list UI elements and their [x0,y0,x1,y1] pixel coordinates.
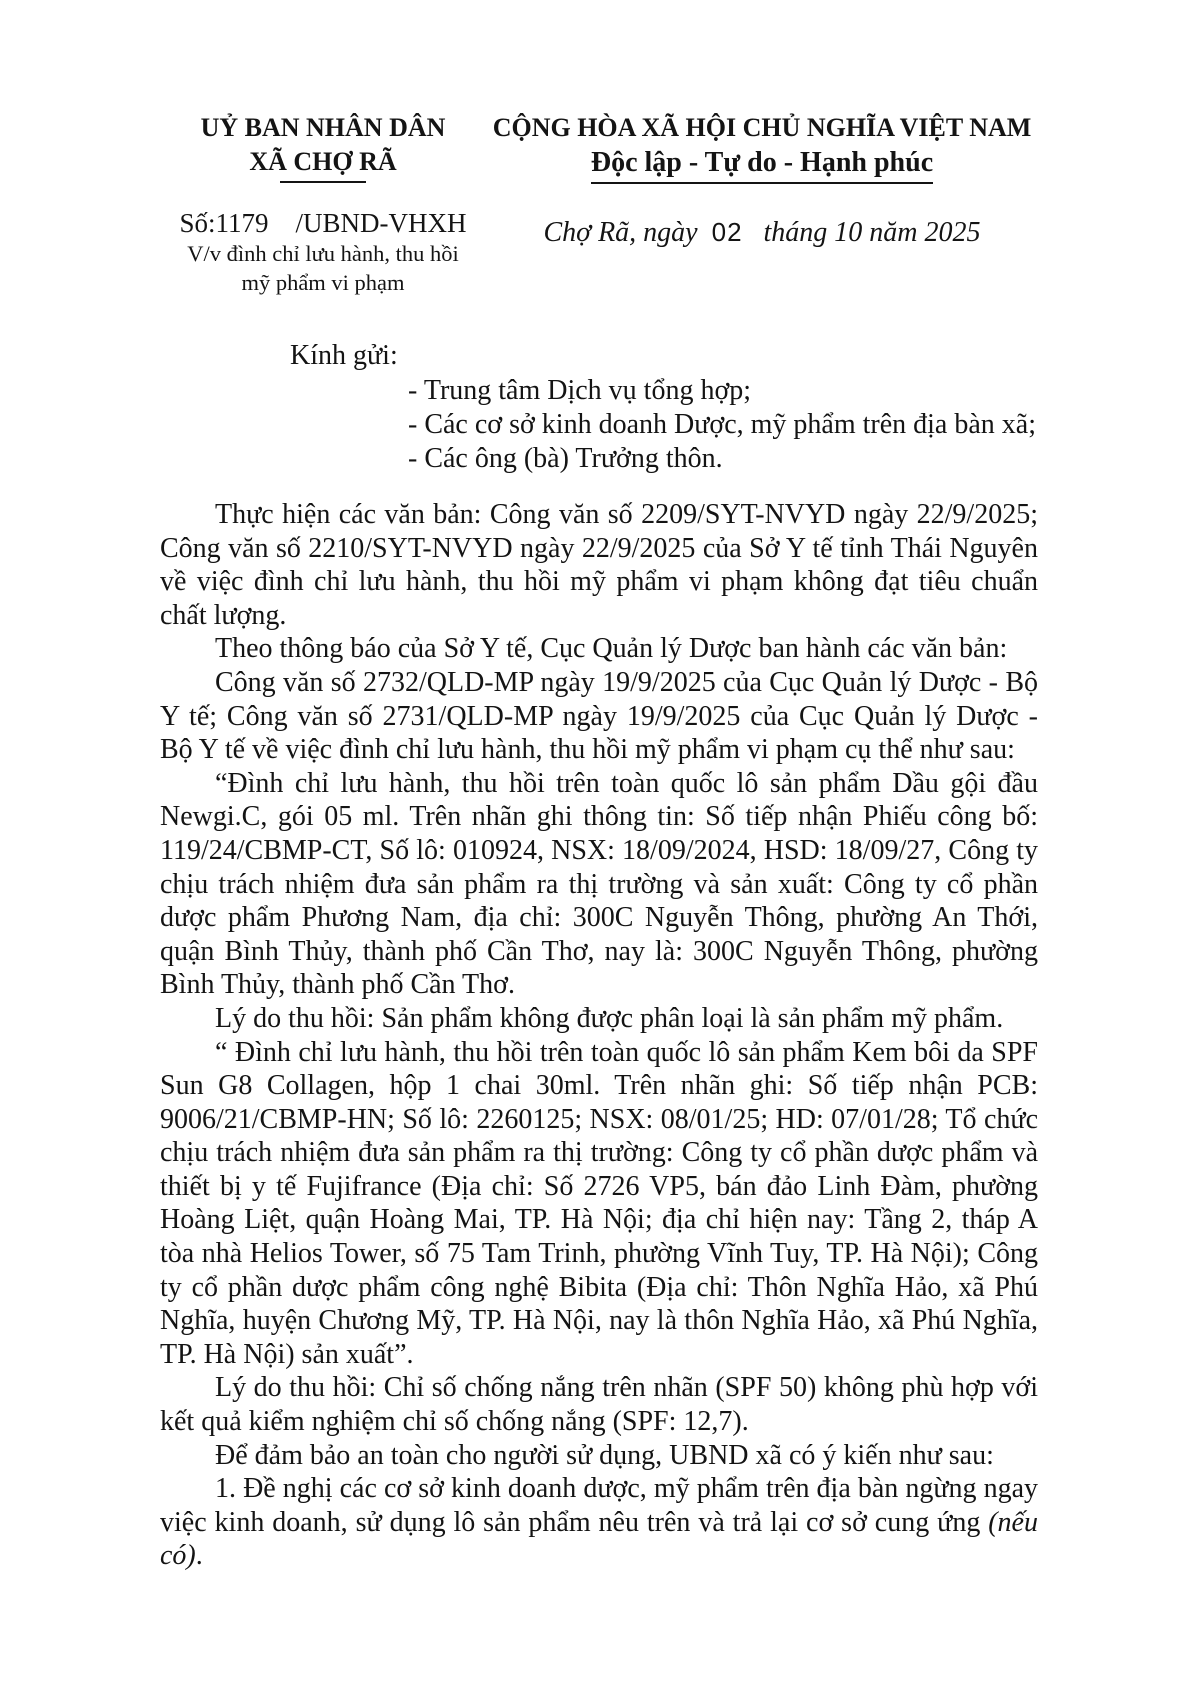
body-paragraph: “Đình chỉ lưu hành, thu hồi trên toàn quốc lô sản phẩm Dầu gội đầu Newgi.C, gói 05 ml. Trên nhãn ghi thông tin: Số tiếp nhận Phiếu công bố: 119/24/CBMP-CT, Số lô: 010924, NSX: 18/09/2024, HSD: 18/09/27, Công ty chịu trách nhiệm đưa sản phẩm ra thị trường và sản xuất: Công ty cổ phần dược phẩm Phương Nam, địa chỉ: 300C Nguyễn Thông, phường An Thới, quận Bình Thủy, thành phố Cần Thơ, nay là: 300C Nguyễn Thông, phường Bình Thủy, thành phố Cần Thơ. [160,767,1038,1001]
national-title: CỘNG HÒA XÃ HỘI CHỦ NGHĨA VIỆT NAM [492,113,1032,142]
national-motto: Độc lập - Tự do - Hạnh phúc [591,146,933,184]
body-paragraph: Để đảm bảo an toàn cho người sử dụng, UBND xã có ý kiến như sau: [215,1439,994,1471]
recipient-item: - Trung tâm Dịch vụ tổng hợp; [408,375,752,406]
issuer-block [168,112,478,297]
issuer-underline-rule [280,181,366,183]
body-paragraph: “ Đình chỉ lưu hành, thu hồi trên toàn quốc lô sản phẩm Kem bôi da SPF Sun G8 Collagen, hộp 1 chai 30ml. Trên nhãn ghi: Số tiếp nhận PCB: 9006/21/CBMP-HN; Số lô: 2260125; NSX: 08/01/25; HD: 07/01/28; Tổ chức chịu trách nhiệm đưa sản phẩm ra thị trường: Công ty cổ phần dược phẩm và thiết bị y tế Fujifrance (Địa chỉ: Số 2726 VP5, bán đảo Linh Đàm, phường Hoàng Liệt, quận Hoàng Mai, TP. Hà Nội; địa chỉ hiện nay: Tầng 2, tháp A tòa nhà Helios Tower, số 75 Tam Trinh, phường Vĩnh Tuy, TP. Hà Nội); Công ty cổ phần dược phẩm công nghệ Bibita (Địa chỉ: Thôn Nghĩa Hảo, xã Phú Nghĩa, huyện Chương Mỹ, TP. Hà Nội, nay là thôn Nghĩa Hảo, xã Phú Nghĩa, TP. Hà Nội) sản xuất”. [160,1036,1038,1370]
national-header-block [492,112,1032,249]
body-paragraph: Công văn số 2732/QLD-MP ngày 19/9/2025 của Cục Quản lý Dược - Bộ Y tế; Công văn số 2731/QLD-MP ngày 19/9/2025 của Cục Quản lý Dược - Bộ Y tế về việc đình chỉ lưu hành, thu hồi mỹ phẩm vi phạm cụ thể như sau: [160,666,1038,766]
body-paragraph: Lý do thu hồi: Chỉ số chống nắng trên nhãn (SPF 50) không phù hợp với kết quả kiểm nghiệm chỉ số chống nắng (SPF: 12,7). [160,1372,1038,1438]
issuer-org-unit: XÃ CHỢ RÃ [249,146,397,176]
numbered-item-text: 1. Đề nghị các cơ sở kinh doanh dược, mỹ phẩm trên địa bàn ngừng ngay việc kinh doanh, sử dụng lô sản phẩm nêu trên và trả lại cơ sở cung ứng [160,1473,1038,1538]
document-subject-line1: V/v đình chỉ lưu hành, thu hồi [187,241,459,267]
numbered-item-italic-note: (nếu có) [160,1506,1038,1572]
place-date-line [492,216,1032,250]
recipient-list [408,374,1036,476]
body-paragraph: Lý do thu hồi: Sản phẩm không được phân loại là sản phẩm mỹ phẩm. [215,1002,1004,1034]
body-paragraph-numbered [160,1472,1038,1573]
numbered-item-tail: . [195,1540,203,1572]
salutation: Kính gửi: [290,340,398,371]
document-subject [168,240,478,296]
body-paragraph: Theo thông báo của Sở Y tế, Cục Quản lý Dược ban hành các văn bản: [215,633,1008,665]
document-number: Số:1179 /UBND-VHXH [179,208,467,239]
body-paragraph: Thực hiện các văn bản: Công văn số 2209/SYT-NVYD ngày 22/9/2025; Công văn số 2210/SYT-NVYD ngày 22/9/2025 của Sở Y tế tỉnh Thái Nguyên về việc đình chỉ lưu hành, thu hồi mỹ phẩm vi phạm không đạt tiêu chuẩn chất lượng. [160,499,1038,631]
issuer-org-name: UỶ BAN NHÂN DÂN [200,113,446,142]
date-suffix: tháng 10 năm 2025 [742,216,981,248]
document-subject-line2: mỹ phẩm vi phạm [241,269,405,295]
recipient-item: - Các cơ sở kinh doanh Dược, mỹ phẩm trên địa bàn xã; [408,409,1036,440]
letter-body [160,498,1038,1573]
date-day: 02 [711,216,743,247]
recipient-item: - Các ông (bà) Trưởng thôn. [408,443,723,474]
date-prefix: Chợ Rã, ngày [543,216,712,248]
